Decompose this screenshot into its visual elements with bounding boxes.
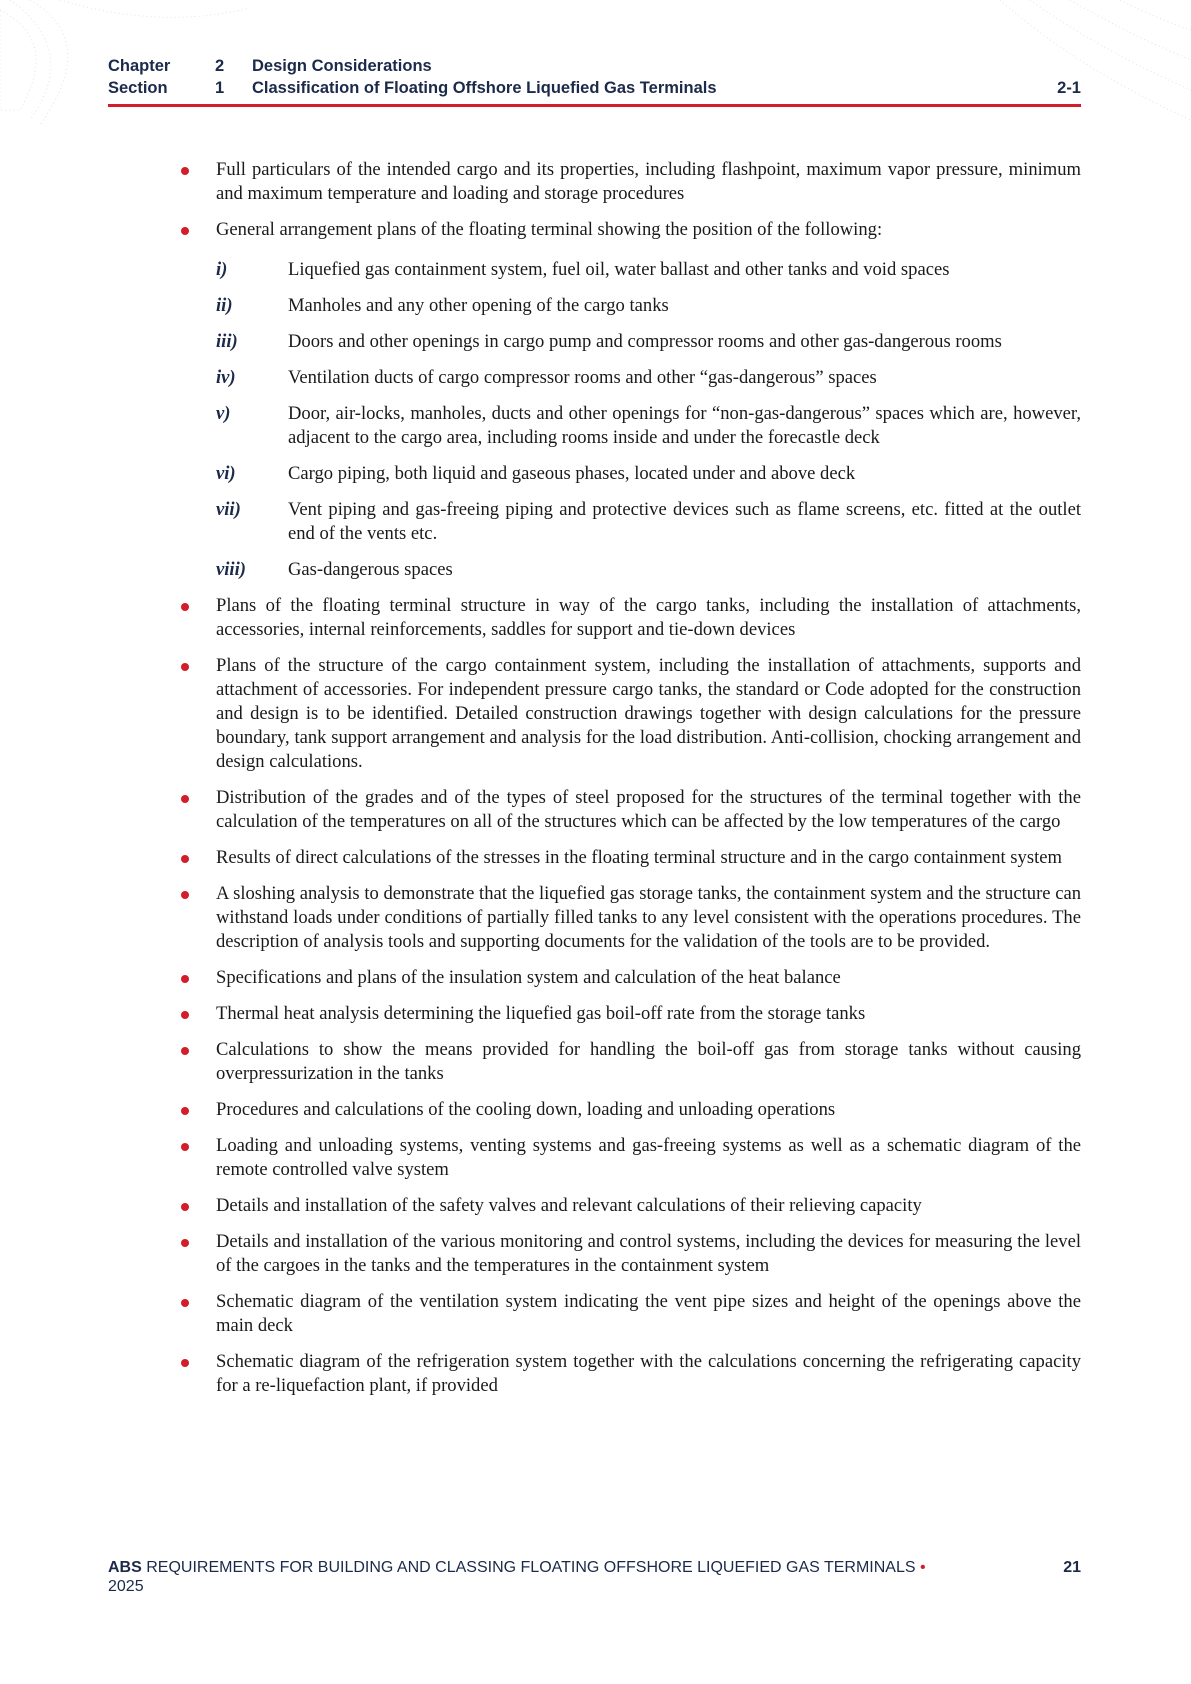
sub-list-item — [216, 366, 1081, 390]
bullet-icon — [181, 663, 189, 671]
sub-list-item — [216, 558, 1081, 582]
list-item — [180, 1290, 1081, 1338]
bullet-icon — [181, 1359, 189, 1367]
bullet-icon — [181, 1011, 189, 1019]
list-item-text: Specifications and plans of the insulation system and calculation of the heat balance — [216, 967, 841, 988]
sub-item-text: Manholes and any other opening of the cargo tanks — [288, 295, 669, 316]
chapter-row — [108, 55, 1081, 77]
section-label: Section — [108, 79, 168, 97]
document-body — [180, 158, 1081, 1410]
page-number: 21 — [1063, 1559, 1081, 1576]
footer-title — [108, 1558, 928, 1596]
sub-list — [216, 258, 1081, 582]
list-item-text: Schematic diagram of the ventilation system indicating the vent pipe sizes and height of the openings above the main deck — [216, 1291, 1081, 1336]
list-item-text: Plans of the floating terminal structure in way of the cargo tanks, including the installation of attachments, accessories, internal reinforcements, saddles for support and tie-down devices — [216, 595, 1081, 640]
list-item-text: Details and installation of the safety valves and relevant calculations of their relieving capacity — [216, 1195, 922, 1216]
bullet-icon — [181, 603, 189, 611]
sub-list-item — [216, 498, 1081, 546]
footer-document-title: REQUIREMENTS FOR BUILDING AND CLASSING FLOATING OFFSHORE LIQUEFIED GAS TERMINALS — [146, 1559, 916, 1576]
sub-item-label: v) — [216, 403, 231, 424]
list-item — [180, 1230, 1081, 1278]
list-item — [180, 786, 1081, 834]
list-item — [180, 158, 1081, 206]
list-item-text: Details and installation of the various monitoring and control systems, including the devices for measuring the level of the cargoes in the tanks and the temperatures in the containment system — [216, 1231, 1081, 1276]
sub-item-label: viii) — [216, 559, 246, 580]
section-title: Classification of Floating Offshore Liquefied Gas Terminals — [252, 79, 717, 97]
sub-list-item — [216, 258, 1081, 282]
bullet-icon — [181, 227, 189, 235]
list-item — [180, 846, 1081, 870]
bullet-icon — [181, 855, 189, 863]
sub-item-text: Vent piping and gas-freeing piping and protective devices such as flame screens, etc. fitted at the outlet end of the vents etc. — [288, 499, 1081, 544]
list-item-text: Full particulars of the intended cargo and its properties, including flashpoint, maximum vapor pressure, minimum and maximum temperature and loading and storage procedures — [216, 159, 1081, 204]
bullet-icon — [181, 1143, 189, 1151]
sub-item-label: i) — [216, 259, 228, 280]
bullet-icon — [181, 1203, 189, 1211]
list-item-text: Loading and unloading systems, venting systems and gas-freeing systems as well as a schematic diagram of the remote controlled valve system — [216, 1135, 1081, 1180]
page-reference: 2-1 — [1057, 79, 1081, 97]
footer-brand: ABS — [108, 1559, 142, 1576]
list-item-text: Distribution of the grades and of the types of steel proposed for the structures of the terminal together with the calculation of the temperatures on all of the structures which can be affected by the low temperatures of the cargo — [216, 787, 1081, 832]
list-item — [180, 966, 1081, 990]
list-item-text: General arrangement plans of the floating terminal showing the position of the following: — [216, 219, 883, 240]
list-item — [180, 1038, 1081, 1086]
bullet-icon — [181, 795, 189, 803]
sub-item-label: vii) — [216, 499, 241, 520]
bullet-icon — [181, 975, 189, 983]
footer-year: 2025 — [108, 1578, 144, 1595]
list-item — [180, 1134, 1081, 1182]
chapter-number: 2 — [215, 57, 225, 75]
list-item — [180, 654, 1081, 774]
list-item-text: Results of direct calculations of the stresses in the floating terminal structure and in the cargo containment system — [216, 847, 1062, 868]
section-number: 1 — [215, 79, 225, 97]
list-item-text: Calculations to show the means provided for handling the boil-off gas from storage tanks without causing overpressurization in the tanks — [216, 1039, 1081, 1084]
chapter-title: Design Considerations — [252, 57, 432, 75]
bullet-icon — [181, 891, 189, 899]
sub-item-text: Cargo piping, both liquid and gaseous phases, located under and above deck — [288, 463, 856, 484]
sub-list-item — [216, 330, 1081, 354]
list-item — [180, 1002, 1081, 1026]
sub-item-label: iii) — [216, 331, 238, 352]
sub-list-item — [216, 402, 1081, 450]
sub-item-text: Ventilation ducts of cargo compressor rooms and other “gas-dangerous” spaces — [288, 367, 877, 388]
list-item-text: Plans of the structure of the cargo containment system, including the installation of attachments, supports and attachment of accessories. For independent pressure cargo tanks, the standard or Code adopted for the construction and design is to be identified. Detailed construction drawings together with design calculations for the pressure boundary, tank support arrangement and analysis for the load distribution. Anti-collision, chocking arrangement and design calculations. — [216, 655, 1081, 772]
list-item-text: Procedures and calculations of the cooling down, loading and unloading operations — [216, 1099, 836, 1120]
bullet-icon — [181, 1299, 189, 1307]
list-item-text: Schematic diagram of the refrigeration system together with the calculations concerning the refrigerating capacity for a re-liquefaction plant, if provided — [216, 1351, 1081, 1396]
header-rule — [108, 104, 1081, 107]
list-item — [180, 1098, 1081, 1122]
footer-separator: • — [920, 1559, 926, 1576]
sub-item-text: Gas-dangerous spaces — [288, 559, 453, 580]
list-item-text: Thermal heat analysis determining the liquefied gas boil-off rate from the storage tanks — [216, 1003, 866, 1024]
bullet-icon — [181, 1047, 189, 1055]
bullet-icon — [181, 1239, 189, 1247]
list-item — [180, 594, 1081, 642]
section-row — [108, 77, 1081, 99]
sub-item-text: Doors and other openings in cargo pump and compressor rooms and other gas-dangerous rooms — [288, 331, 1002, 352]
sub-list-item — [216, 294, 1081, 318]
sub-item-text: Door, air-locks, manholes, ducts and other openings for “non-gas-dangerous” spaces which are, however, adjacent to the cargo area, including rooms inside and under the forecastle deck — [288, 403, 1081, 448]
list-item-text: A sloshing analysis to demonstrate that the liquefied gas storage tanks, the containment system and the structure can withstand loads under conditions of partially filled tanks to any level consistent with the operations procedures. The description of analysis tools and supporting documents for the validation of the tools are to be provided. — [216, 883, 1081, 952]
sub-item-label: ii) — [216, 295, 233, 316]
sub-item-text: Liquefied gas containment system, fuel oil, water ballast and other tanks and void spaces — [288, 259, 950, 280]
sub-list-item — [216, 462, 1081, 486]
sub-item-label: iv) — [216, 367, 236, 388]
page-header — [108, 55, 1081, 99]
list-item — [180, 882, 1081, 954]
page-footer — [108, 1558, 1081, 1596]
list-item — [180, 218, 1081, 242]
bullet-icon — [181, 167, 189, 175]
sub-item-label: vi) — [216, 463, 236, 484]
chapter-label: Chapter — [108, 57, 171, 75]
list-item — [180, 1350, 1081, 1398]
list-item — [180, 1194, 1081, 1218]
bullet-icon — [181, 1107, 189, 1115]
